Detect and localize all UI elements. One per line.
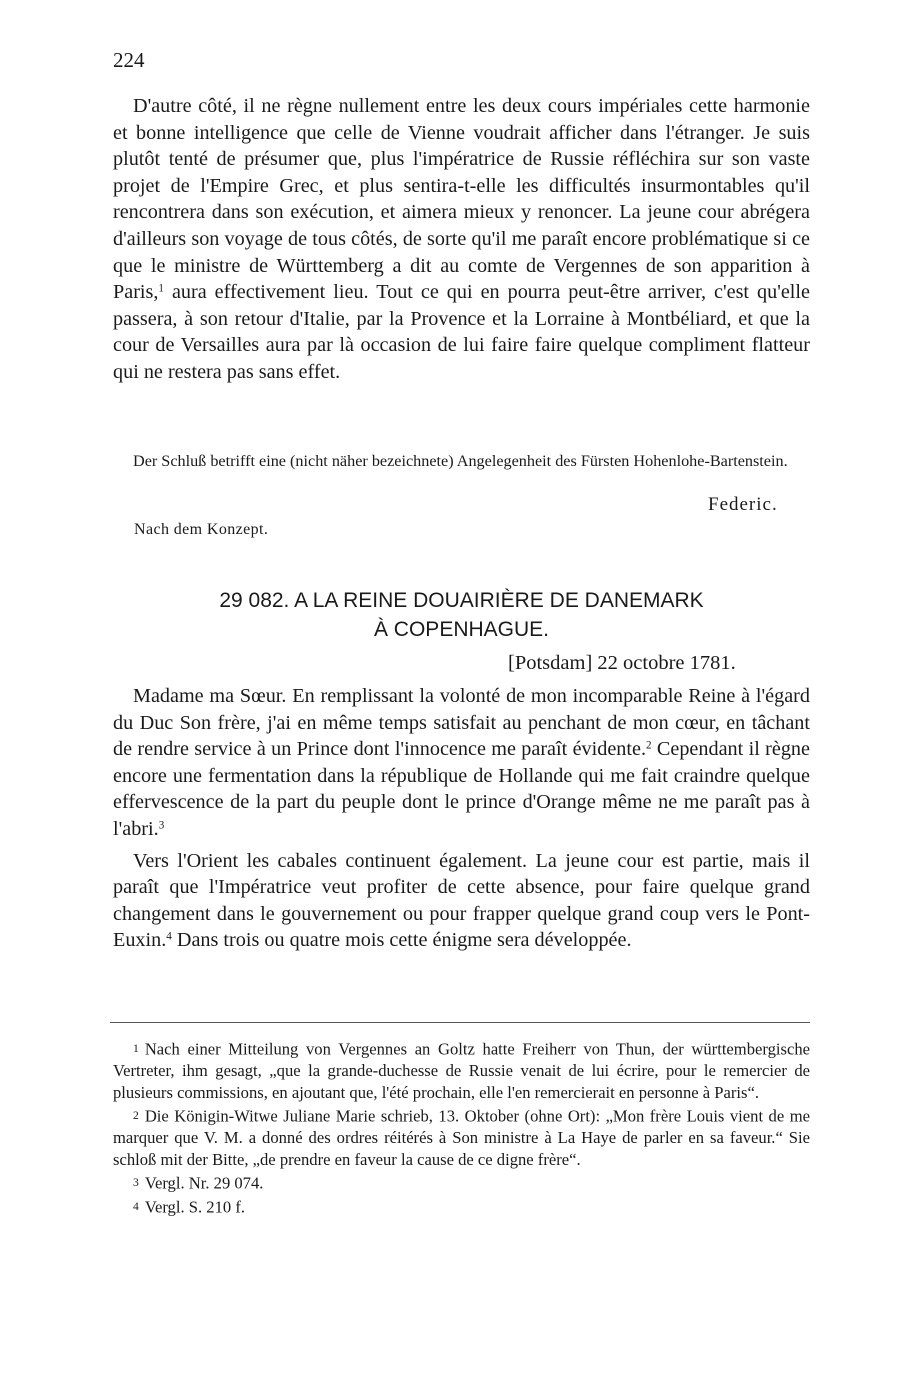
letter-body	[113, 683, 810, 954]
letter-paragraph-1	[113, 683, 810, 843]
footnote-number: 1	[133, 1042, 139, 1055]
paragraph-text: Vers l'Orient les cabales continuent également. La jeune cour est partie, mais il paraît que l'Impératrice veut profiter de cette absence, pour faire quelque grand changement dans le gouvernement ou pour frapper quelque grand coup vers le Pont-Euxin.	[113, 849, 810, 952]
heading-line-2: À COPENHAGUE.	[373, 618, 550, 641]
footnote-divider	[110, 1022, 810, 1023]
dateline: [Potsdam] 22 octobre 1781.	[508, 652, 736, 674]
letter-paragraph-2	[113, 848, 810, 954]
footnote-4	[113, 1196, 810, 1218]
footnote-ref-2[interactable]: 2	[646, 739, 652, 752]
footnote-number: 3	[133, 1176, 139, 1190]
footnote-3	[113, 1172, 810, 1194]
footnote-ref-3[interactable]: 3	[158, 819, 165, 832]
footnote-ref-1[interactable]: 1	[158, 282, 164, 295]
page-number: 224	[113, 48, 145, 72]
footnotes	[113, 1038, 810, 1220]
footnote-text: Vergl. S. 210 f.	[144, 1197, 245, 1217]
heading-line-1: 29 082. A LA REINE DOUAIRIÈRE DE DANEMARK	[219, 589, 704, 612]
letter-closing-paragraph	[113, 93, 810, 386]
footnote-number: 2	[133, 1109, 139, 1123]
letter-heading	[113, 586, 810, 644]
footnote-text: Die Königin-Witwe Juliane Marie schrieb, 13. Oktober (ohne Ort): „Mon frère Louis vient de me marquer que V. M. a donné des ordres réitérés à Son ministre à La Haye de parler en sa faveur.“ Sie schloß mit der Bitte, „de prendre en faveur la cause de ce digne frère“.	[113, 1106, 810, 1169]
footnote-ref-4[interactable]: 4	[166, 930, 172, 943]
signature: Federic.	[708, 494, 778, 515]
footnote-1	[113, 1038, 810, 1103]
footnote-text: Vergl. Nr. 29 074.	[144, 1173, 264, 1193]
paragraph-text-cont: Cependant il règne encore une fermentation dans la république de Hollande qui me fait craindre quelque effervescence de la part du peuple dont le prince d'Orange même ne me paraît pas à l'abri.	[113, 738, 810, 840]
paragraph-text-cont: aura effectivement lieu. Tout ce qui en pourra peut-être arriver, c'est qu'elle passera, à son retour d'Italie, par la Provence et la Lorraine à Montbéliard, et que la cour de Versailles aura par là occasion de lui faire faire quelque compliment flatteur qui ne restera pas sans effet.	[113, 281, 810, 383]
footnote-2	[113, 1105, 810, 1170]
paragraph-text: Madame ma Sœur. En remplissant la volonté de mon incomparable Reine à l'égard du Duc Son frère, j'ai en même temps satisfait au penchant de mon cœur, en tâchant de rendre service à un Prince dont l'innocence me paraît évidente.	[113, 685, 810, 761]
editorial-summary: Der Schluß betrifft eine (nicht näher bezeichnete) Angelegenheit des Fürsten Hohenlohe-Bartenstein.	[133, 452, 788, 470]
paragraph-text: D'autre côté, il ne règne nullement entre les deux cours impériales cette harmonie et bonne intelligence que celle de Vienne voudrait afficher dans l'étranger. Je suis plutôt tenté de présumer que, plus l'impératrice de Russie réfléchira sur son vaste projet de l'Empire Grec, et plus sentira-t-elle les difficultés insurmontables qu'il rencontrera dans son exécution, et aimera mieux y renoncer. La jeune cour abrégera d'ailleurs son voyage de tous côtés, de sorte qu'il me paraît encore problématique si ce que le ministre de Württemberg a dit au comte de Vergennes de son apparition à Paris,	[113, 95, 810, 304]
source-note: Nach dem Konzept.	[134, 521, 269, 538]
footnote-text: Nach einer Mitteilung von Vergennes an Goltz hatte Freiherr von Thun, der württembergische Vertreter, ihm gesagt, „que la grande-duchesse de Russie venait de lui écrire, pour le remercier de plusieurs commissions, en ajoutant que, l'été prochain, elle l'en remercierait en personne à Paris“.	[113, 1039, 810, 1102]
paragraph-text-cont: Dans trois ou quatre mois cette énigme sera développée.	[171, 929, 632, 952]
footnote-number: 4	[133, 1200, 139, 1214]
